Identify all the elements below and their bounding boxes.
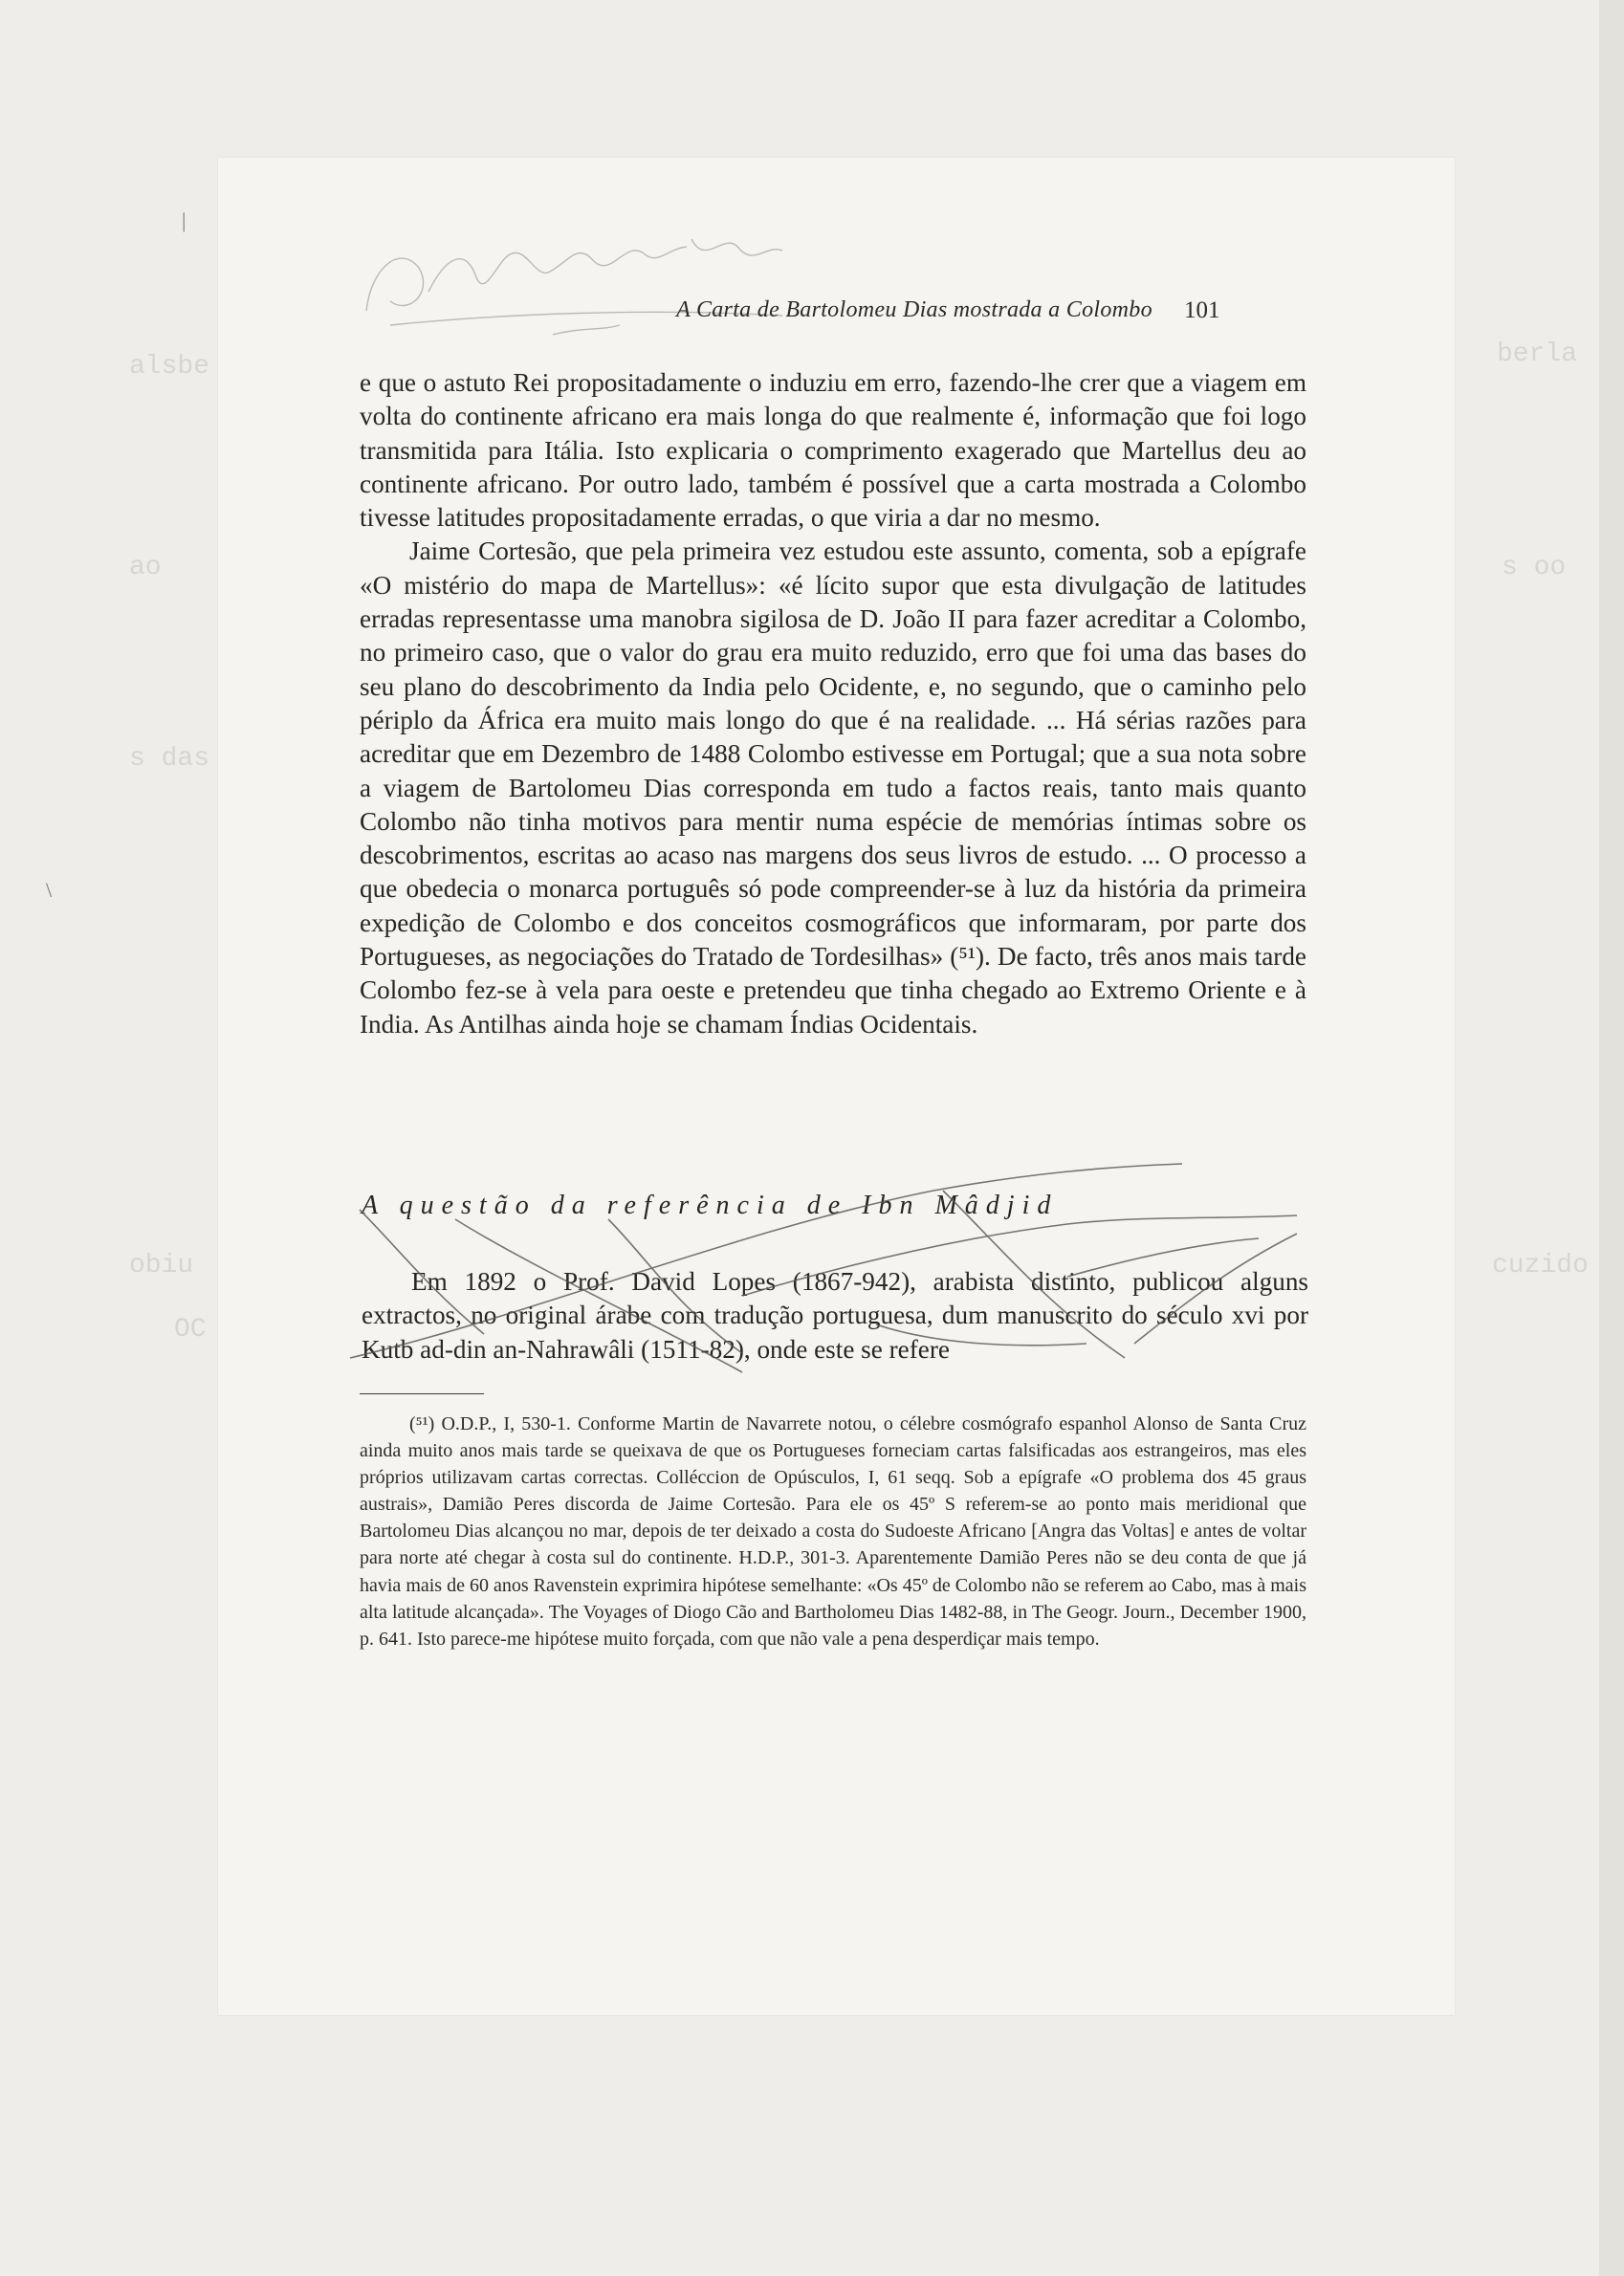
show-through-text: s das [129,744,210,774]
footnote-separator [360,1393,484,1394]
page-number: 101 [1184,297,1220,323]
book-page [218,158,1455,2015]
section-paragraph: Em 1892 o Prof. David Lopes (1867-942), arabista distinto, publicou alguns extractos, no original árabe com tradução portuguesa, dum manuscrito do século xvi por Kutb ad-din an-Nahrawâli (1511-82), onde este se refere [362,1267,1308,1364]
show-through-text: cuzido [1492,1251,1589,1280]
margin-tick-mark: \ [46,878,53,902]
show-through-text: OC [174,1315,207,1345]
show-through-text: berla [1497,339,1578,369]
running-title: A Carta de Bartolomeu Dias mostrada a Colombo [676,297,1152,322]
margin-tick-mark: | [182,208,187,232]
show-through-text: alsbe [129,352,210,382]
paragraph: Jaime Cortesão, que pela primeira vez estudou este assunto, comenta, sob a epígrafe «O mistério do mapa de Martellus»: «é lícito supor que esta divulgação de latitudes erradas representasse uma manobra sigilosa de D. João II para fazer acreditar a Colombo, no primeiro caso, que o valor do grau era muito reduzido, erro que foi uma das bases do seu plano do descobrimento da India pelo Ocidente, e, no segundo, que o caminho pelo périplo da África era muito mais longo do que é na realidade. ... Há sérias razões para acreditar que em Dezembro de 1488 Colombo estivesse em Portugal; que a sua nota sobre a viagem de Bartolomeu Dias corresponda em tudo a factos reais, tanto mais quanto Colombo não tinha motivos para mentir numa espécie de memórias íntimas sobre os descobrimentos, escritas ao acaso nas margens dos seus livros de estudo. ... O processo a que obedecia o monarca português só pode compreender-se à luz da história da primeira expedição de Colombo e dos conceitos cosmográficos que informaram, por parte dos Portugueses, as negociações do Tratado de Tordesilhas» (⁵¹). De facto, três anos mais tarde Colombo fez-se à vela para oeste e pretendeu que tinha chegado ao Extremo Oriente e à India. As Antilhas ainda hoje se chamam Índias Ocidentais. [360,536,1306,1039]
section-heading: A questão da referência de Ibn Mâdjid [362,1191,1059,1220]
show-through-text: s oo [1502,553,1567,582]
main-text [360,366,1306,1041]
paragraph: e que o astuto Rei propositadamente o induziu em erro, fazendo-lhe crer que a viagem em volta do continente africano era mais longa do que realmente é, informação que foi logo transmitida para Itália. Isto explicaria o comprimento exagerado que Martellus deu ao continente africano. Por outro lado, também é possível que a carta mostrada a Colombo tivesse latitudes propositadamente erradas, o que viria a dar no mesmo. [360,368,1306,533]
pencil-cross-out-marks [340,1152,1335,1382]
footnote-51: (⁵¹) O.D.P., I, 530-1. Conforme Martin de Navarrete notou, o célebre cosmógrafo espanhol Alonso de Santa Cruz ainda muito anos mais tarde se queixava de que os Portugueses forneciam cartas falsificadas aos estrangeiros, mas eles próprios utilizavam cartas correctas. Colléccion de Opúsculos, I, 61 seqq. Sob a epígrafe «O problema dos 45 graus austrais», Damião Peres discorda de Jaime Cortesão. Para ele os 45º S referem-se ao ponto mais meridional que Bartolomeu Dias alcançou no mar, depois de ter deixado a costa do Sudoeste Africano [Angra das Voltas] e antes de voltar para norte até chegar à costa sul do continente. H.D.P., 301-3. Aparentemente Damião Peres não se deu conta de que já havia mais de 60 anos Ravenstein exprimira hipótese semelhante: «Os 45º de Colombo não se referem ao Cabo, mas à mais alta latitude alcançada». The Voyages of Diogo Cão and Bartholomeu Dias 1482-88, in The Geogr. Journ., December 1900, p. 641. Isto parece-me hipótese muito forçada, com que não vale a pena desperdiçar mais tempo. [360,1413,1306,1650]
show-through-text: obiu [129,1251,194,1280]
sheet-edge [1599,0,1624,2276]
show-through-text: ao [129,553,162,582]
